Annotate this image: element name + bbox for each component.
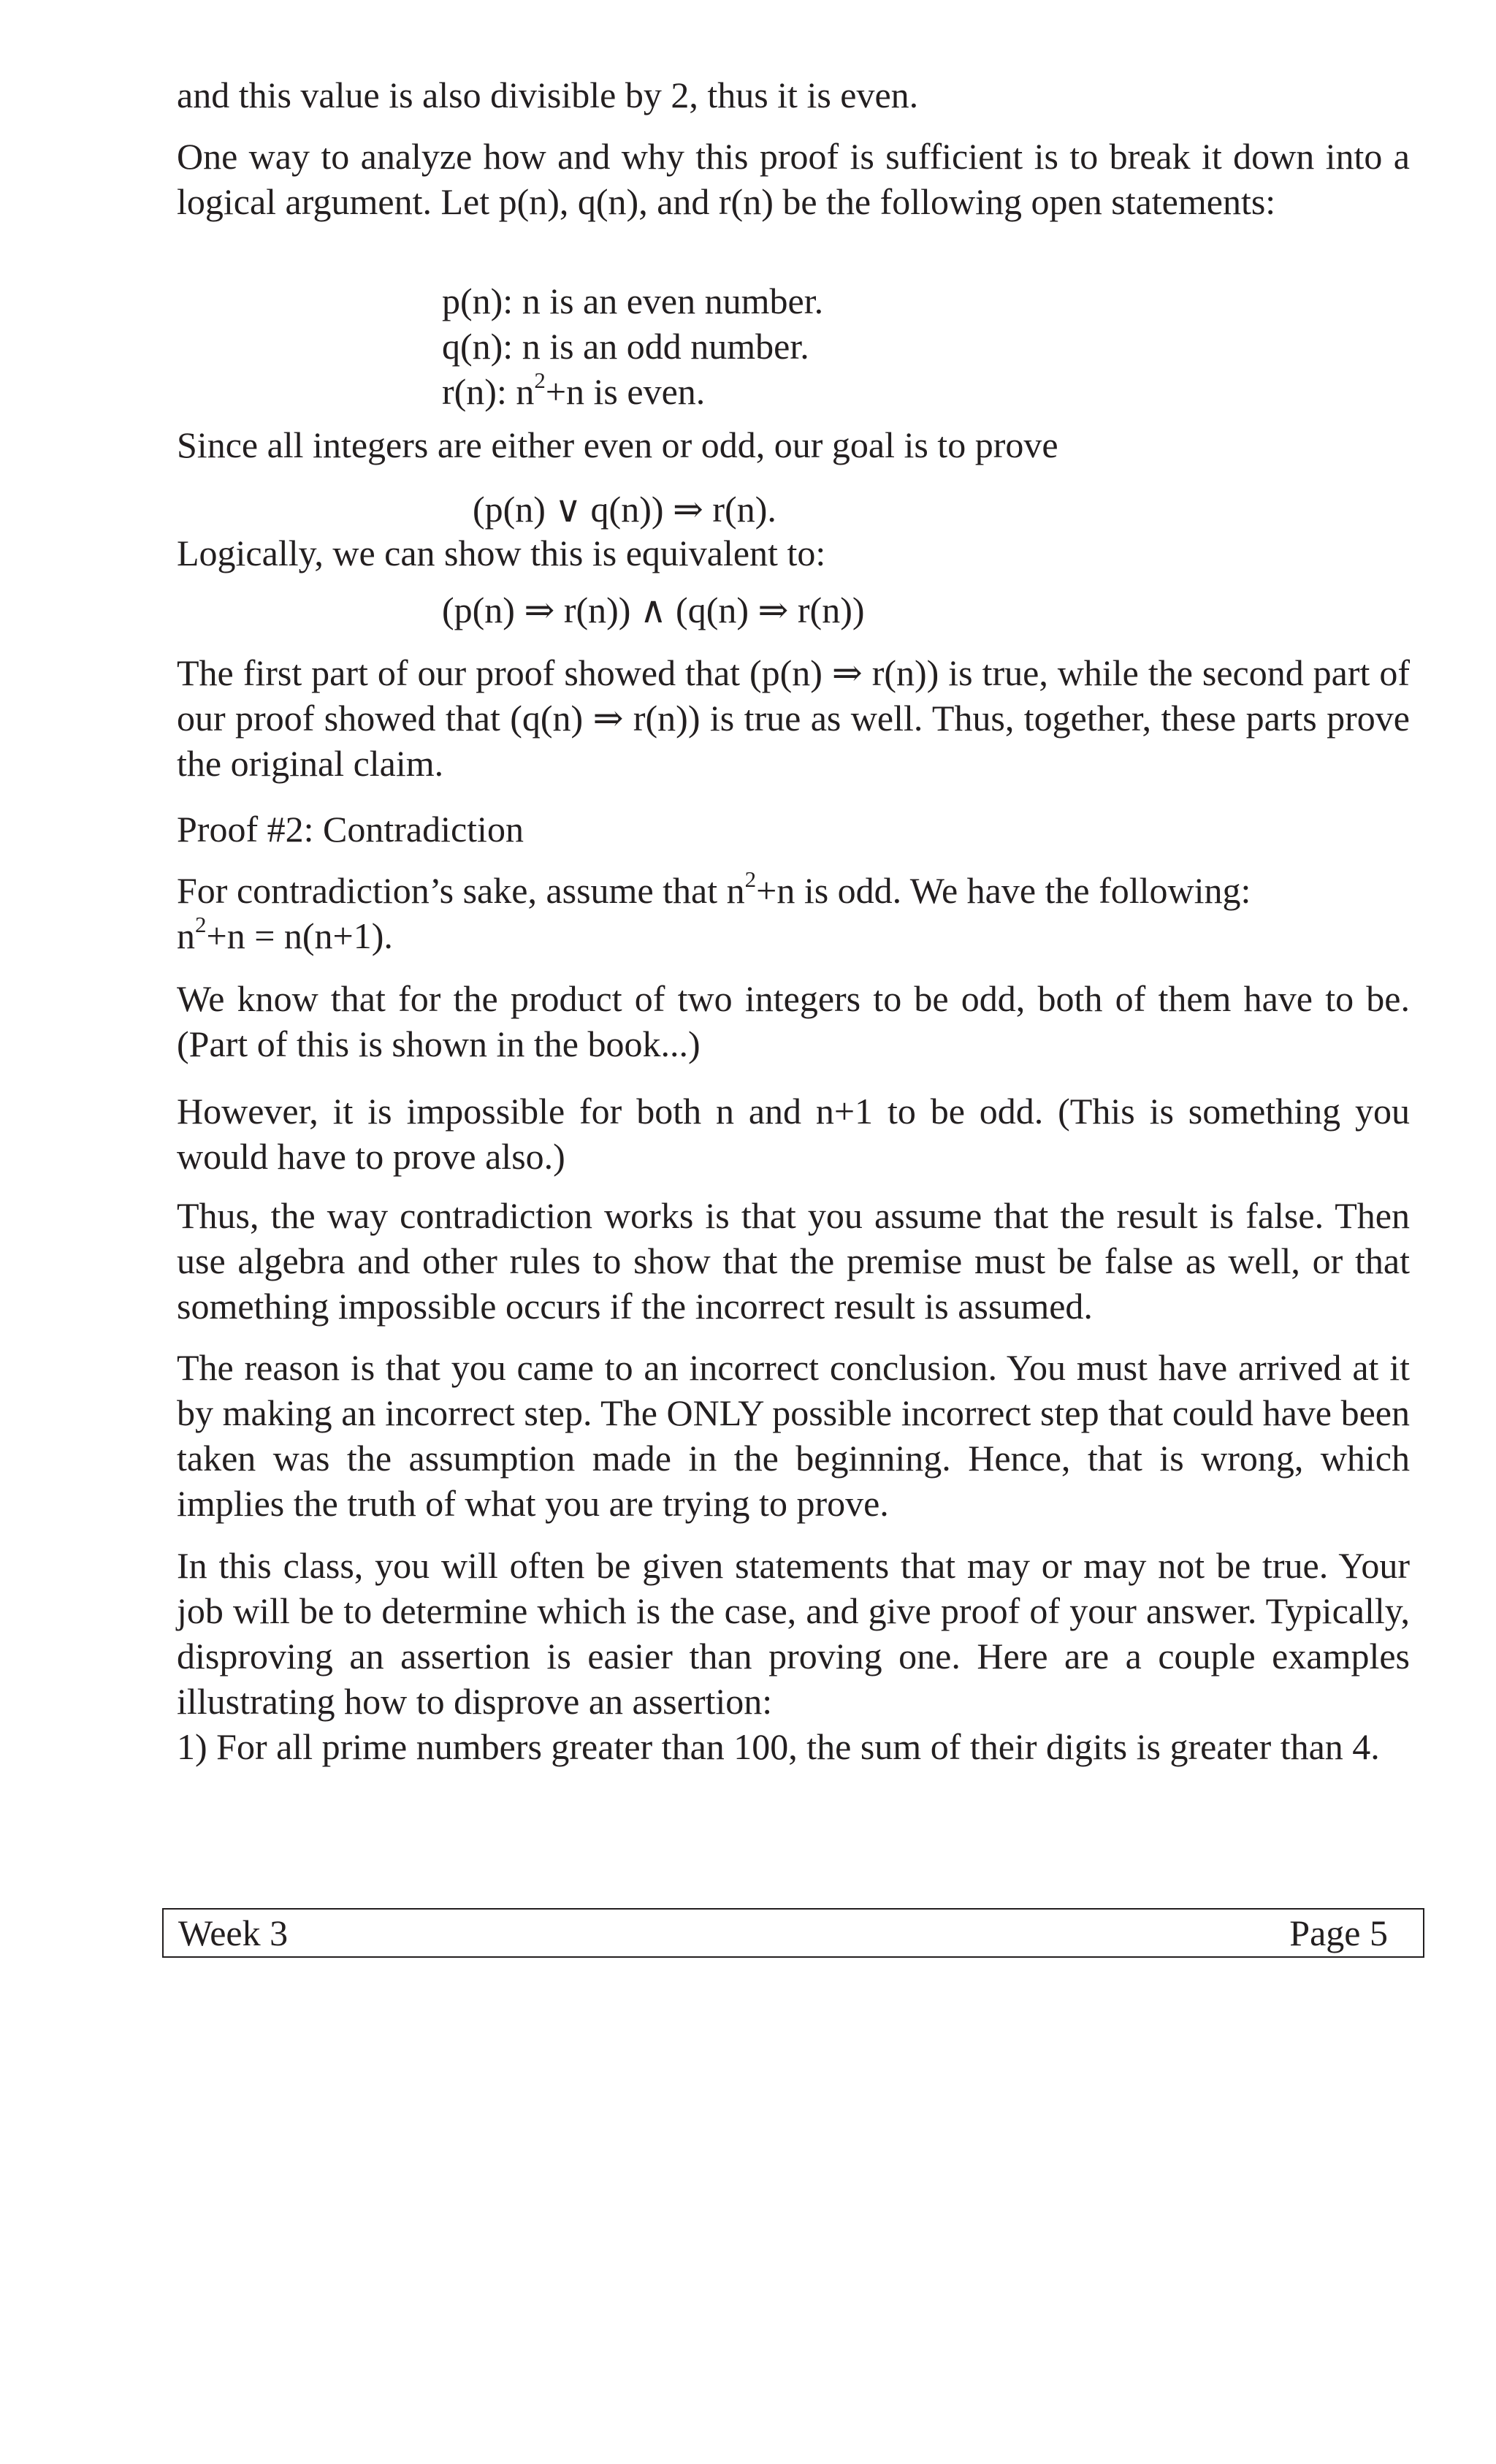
contradiction-exponent: 2	[744, 866, 757, 892]
paragraph-product: We know that for the product of two integers to be odd, both of them have to be. (Part of this is shown in the book...)	[177, 978, 1410, 1064]
statement-r	[442, 369, 705, 414]
footer-week: Week 3	[178, 1912, 289, 1953]
contradiction-assumption	[177, 868, 1410, 913]
paragraph-goal: Since all integers are either even or odd, our goal is to prove	[177, 424, 1058, 465]
statement-r-suffix: +n is even.	[545, 371, 706, 412]
heading-proof-2: Proof #2: Contradiction	[177, 809, 524, 850]
equation-suffix: +n = n(n+1).	[206, 915, 393, 956]
statement-q: q(n): n is an odd number.	[442, 326, 809, 367]
paragraph-analyze: One way to analyze how and why this proof is sufficient is to break it down into a logical argument. Let p(n), q(n), and r(n) be the following open statements:	[177, 136, 1410, 222]
footer-page-number: Page 5	[1289, 1912, 1388, 1953]
paragraph-logically: Logically, we can show this is equivalent to:	[177, 533, 826, 573]
paragraph-thus: Thus, the way contradiction works is that you assume that the result is false. Then use algebra and other rules to show that the premise must be false as well, or that something impossible occurs if the incorrect result is assumed.	[177, 1195, 1410, 1327]
statement-r-exponent: 2	[534, 367, 546, 393]
statement-r-prefix: r(n): n	[442, 371, 535, 412]
equation-exponent: 2	[195, 912, 207, 937]
contradiction-suffix: +n is odd. We have the following:	[756, 870, 1251, 911]
contradiction-prefix: For contradiction’s sake, assume that n	[177, 870, 745, 911]
factor-equation	[177, 913, 1410, 958]
equation-prefix: n	[177, 915, 195, 956]
example-1: 1) For all prime numbers greater than 100, the sum of their digits is greater than 4.	[177, 1726, 1380, 1767]
statement-p: p(n): n is an even number.	[442, 281, 824, 321]
line-top: and this value is also divisible by 2, thus it is even.	[177, 75, 919, 115]
paragraph-class: In this class, you will often be given statements that may or may not be true. Your job will be to determine which is the case, and give proof of your answer. Typically, disproving an assertion is easier than proving one. Here are a couple examples illustrating how to disprove an assertion:	[177, 1545, 1410, 1722]
page-footer	[162, 1908, 1424, 1958]
formula-equivalent: (p(n) ⇒ r(n)) ∧ (q(n) ⇒ r(n))	[442, 590, 865, 630]
paragraph-reason: The reason is that you came to an incorrect conclusion. You must have arrived at it by making an incorrect step. The ONLY possible incorrect step that could have been taken was the assumption made in the beginning. Hence, that is wrong, which implies the truth of what you are trying to prove.	[177, 1347, 1410, 1524]
formula-goal: (p(n) ∨ q(n)) ⇒ r(n).	[473, 489, 776, 530]
paragraph-first-part: The first part of our proof showed that (p(n) ⇒ r(n)) is true, while the second part of our proof showed that (q(n) ⇒ r(n)) is true as well. Thus, together, these parts prove the original claim.	[177, 652, 1410, 784]
paragraph-however: However, it is impossible for both n and n+1 to be odd. (This is something you would have to prove also.)	[177, 1091, 1410, 1177]
